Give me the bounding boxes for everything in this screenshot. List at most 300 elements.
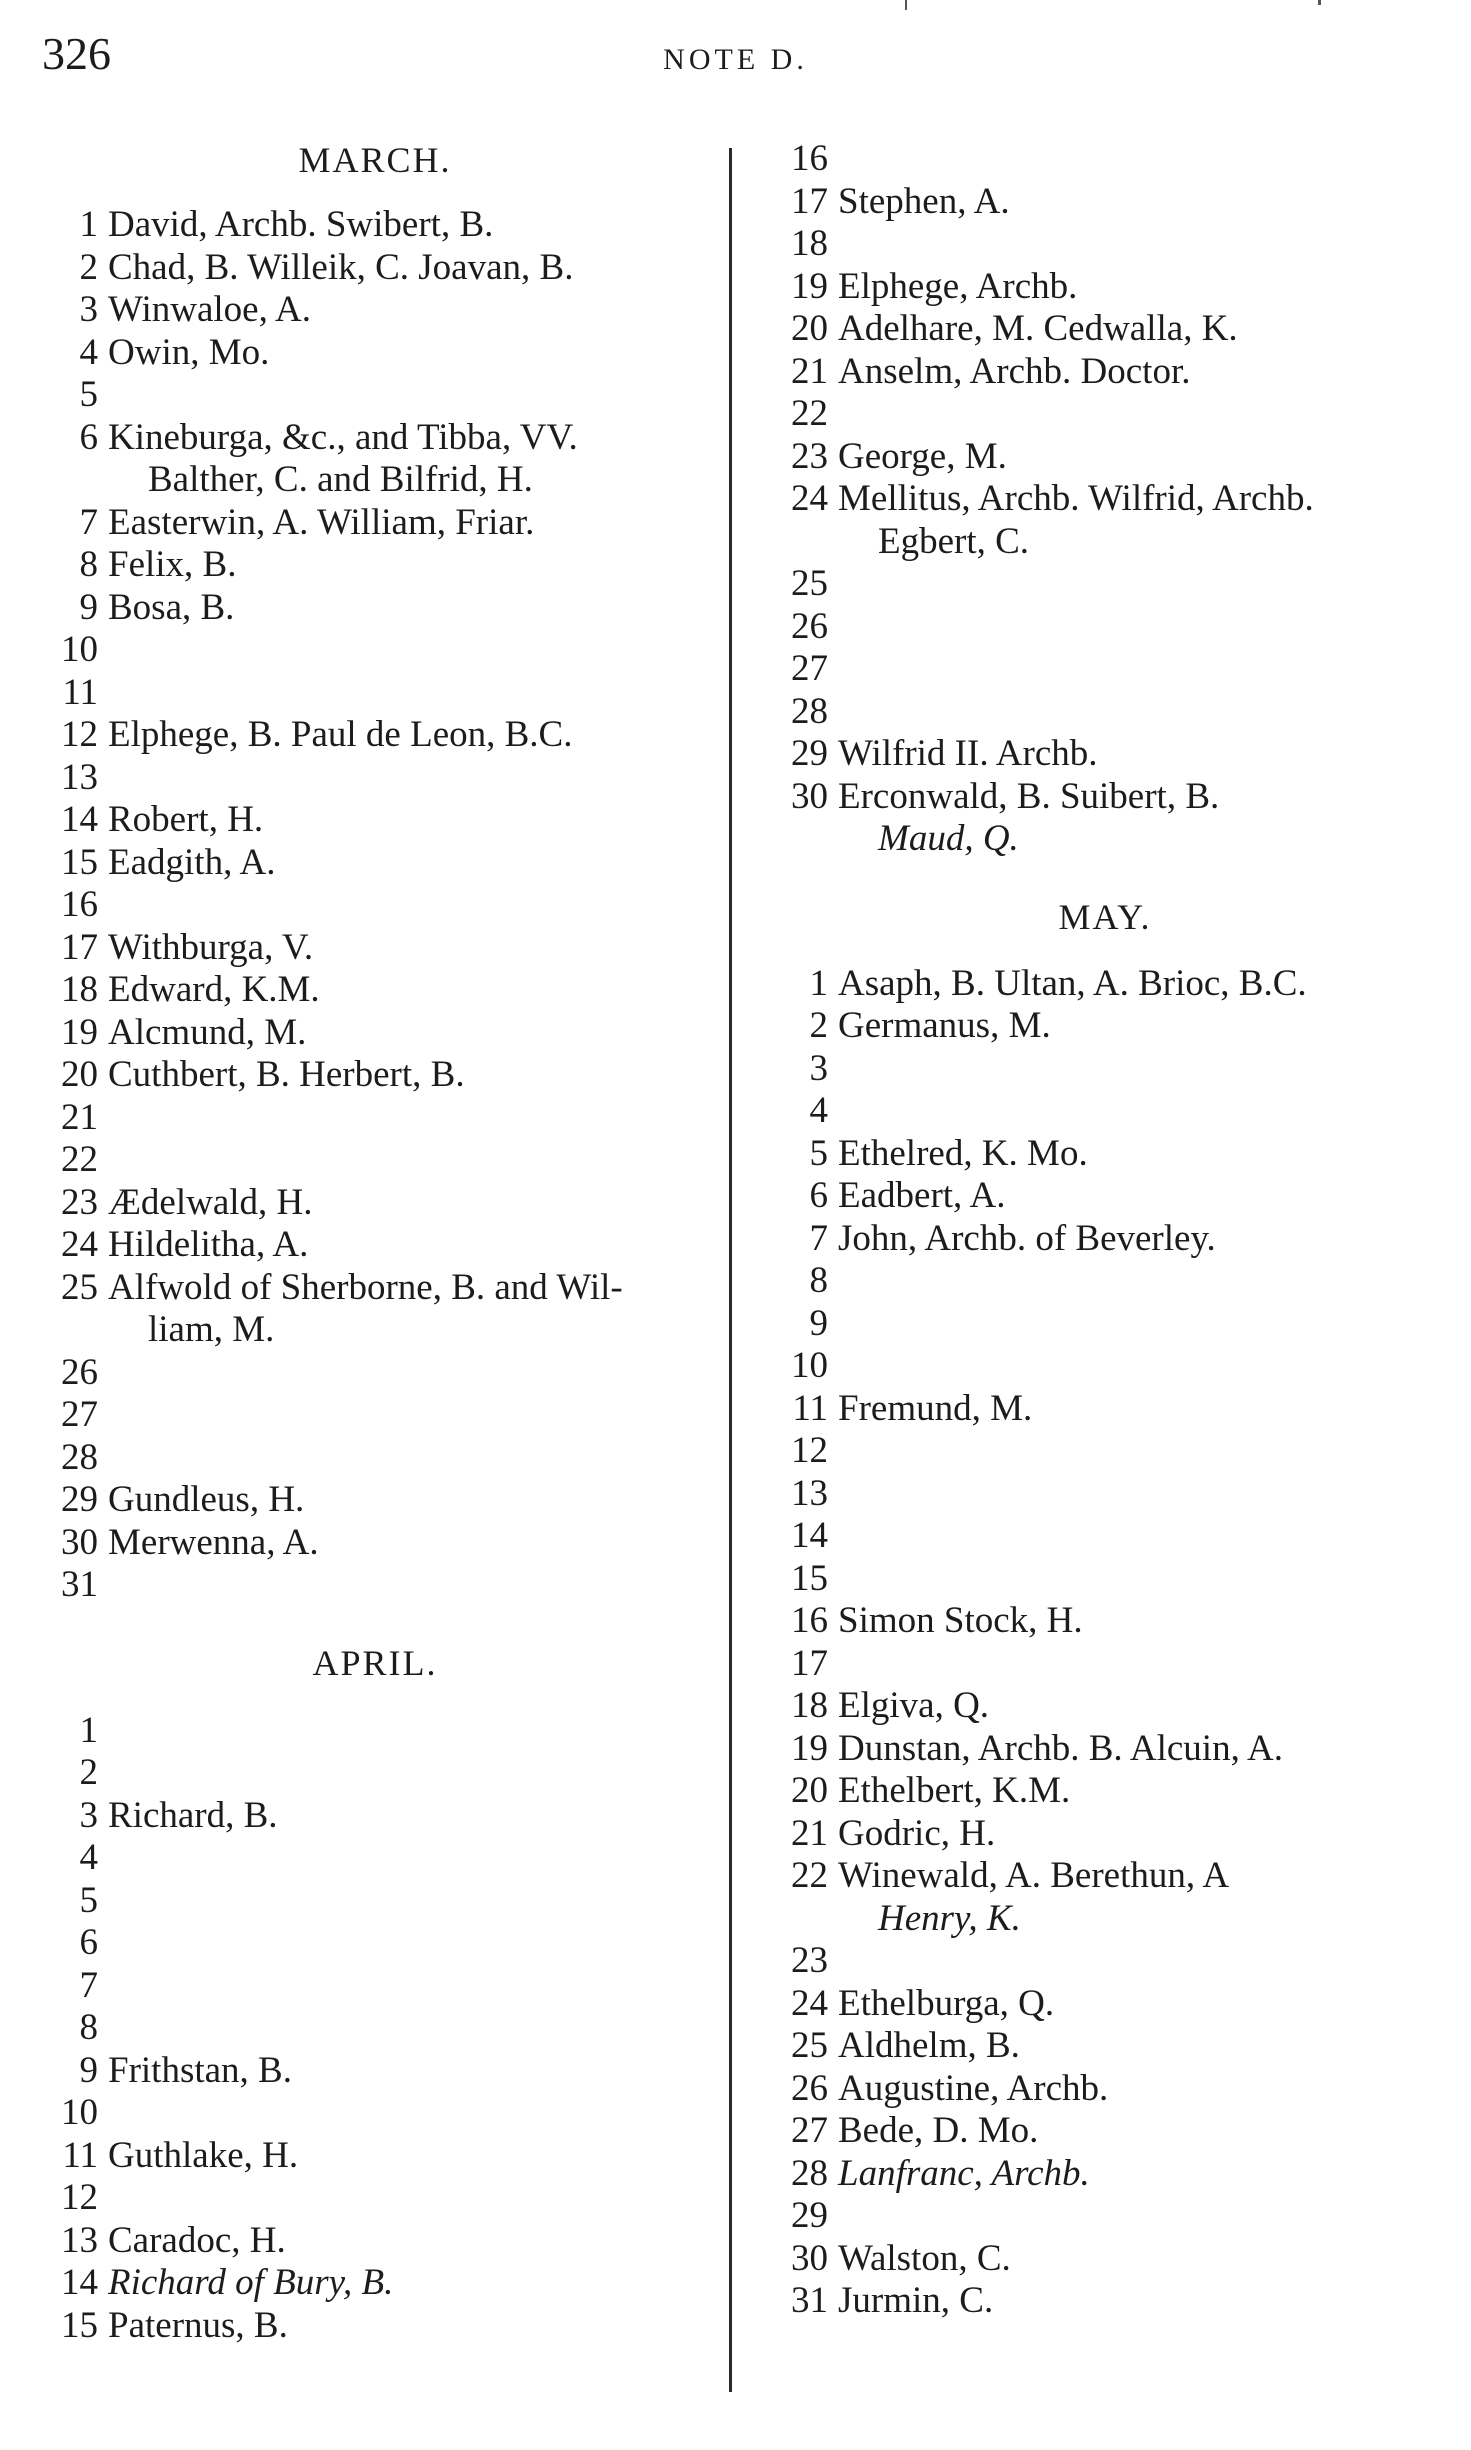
calendar-entry	[30, 2220, 720, 2263]
day-number: 5	[79, 1879, 98, 1921]
day-number: 10	[61, 2092, 98, 2133]
running-head: NOTE D.	[663, 43, 808, 76]
day-number: 4	[79, 331, 98, 373]
day-number: 24	[61, 1224, 98, 1265]
saint-names: Frithstan, B.	[108, 2049, 292, 2091]
calendar-entry	[760, 266, 1450, 309]
calendar-entry	[760, 138, 1450, 181]
saint-names	[108, 1837, 720, 1880]
day-number: 2	[809, 1005, 828, 1046]
day-number: 26	[791, 2067, 828, 2109]
calendar-entry	[30, 1564, 720, 1607]
calendar-entry	[30, 332, 720, 375]
day-number: 28	[791, 690, 828, 732]
saint-names	[108, 884, 720, 927]
calendar-entry	[760, 1558, 1450, 1601]
day-number: 1	[79, 1709, 98, 1751]
calendar-entry	[760, 478, 1450, 521]
day-number: 18	[791, 1685, 828, 1726]
day-number: 16	[791, 138, 828, 179]
saint-names	[838, 563, 1450, 606]
saint-names: Felix, B.	[108, 544, 237, 585]
saint-names: Richard of Bury, B.	[108, 2262, 394, 2303]
day-number: 16	[61, 884, 98, 925]
calendar-entry	[760, 223, 1450, 266]
day-number: 11	[62, 671, 98, 713]
day-number	[30, 459, 108, 502]
day-number: 4	[79, 1837, 98, 1878]
day-number	[760, 818, 838, 861]
saint-names: Jurmin, C.	[838, 2280, 994, 2321]
calendar-entry	[30, 2177, 720, 2220]
saint-names	[838, 1473, 1450, 1516]
day-number: 28	[791, 2152, 828, 2194]
saint-names	[108, 629, 720, 672]
saint-names: liam, M.	[148, 1309, 275, 1350]
calendar-entry	[760, 1770, 1450, 1813]
calendar-entry	[760, 2238, 1450, 2281]
day-number: 9	[79, 2049, 98, 2091]
saint-names	[838, 606, 1450, 649]
calendar-entry-continuation	[30, 459, 720, 502]
saint-names	[838, 223, 1450, 266]
top-edge-mark	[1318, 0, 1321, 5]
saint-names: Henry, K.	[878, 1897, 1021, 1939]
saint-names: Ethelred, K. Mo.	[838, 1132, 1088, 1174]
day-number: 22	[791, 393, 828, 434]
calendar-entry	[760, 351, 1450, 394]
saint-names: Paternus, B.	[108, 2304, 288, 2346]
day-number: 20	[791, 1770, 828, 1811]
day-number: 22	[791, 1855, 828, 1896]
day-number: 5	[79, 374, 98, 415]
calendar-entry	[30, 1054, 720, 1097]
day-number	[760, 1898, 838, 1941]
saint-names: Robert, H.	[108, 799, 264, 840]
saint-names: Anselm, Archb. Doctor.	[838, 350, 1191, 392]
day-number: 13	[791, 1472, 828, 1514]
saint-names: Elphege, Archb.	[838, 265, 1078, 307]
saint-names	[838, 1558, 1450, 1601]
day-number: 29	[791, 733, 828, 774]
saint-names: Godric, H.	[838, 1812, 996, 1854]
saint-names: Ædelwald, H.	[108, 1181, 313, 1223]
calendar-entry	[760, 2280, 1450, 2323]
calendar-entry	[30, 672, 720, 715]
calendar-entry	[760, 2153, 1450, 2196]
saint-names: Easterwin, A. William, Friar.	[108, 501, 535, 543]
saint-names	[838, 1090, 1450, 1133]
saint-names: Dunstan, Archb. B. Alcuin, A.	[838, 1727, 1284, 1769]
calendar-entry	[30, 2135, 720, 2178]
saint-names: Hildelitha, A.	[108, 1224, 309, 1265]
calendar-entry	[30, 714, 720, 757]
day-number: 7	[809, 1217, 828, 1259]
calendar-entry	[760, 1175, 1450, 1218]
saint-names	[838, 1303, 1450, 1346]
saint-names: Maud, Q.	[878, 818, 1019, 859]
calendar-entry	[760, 1813, 1450, 1856]
calendar-entry	[760, 1260, 1450, 1303]
day-number: 8	[79, 2007, 98, 2048]
calendar-entry	[760, 1983, 1450, 2026]
calendar-entry	[30, 757, 720, 800]
saint-names: Germanus, M.	[838, 1005, 1051, 1046]
saint-names	[838, 393, 1450, 436]
day-number: 21	[791, 1812, 828, 1854]
calendar-entry	[30, 417, 720, 460]
march-entries	[30, 204, 720, 1607]
calendar-entry	[30, 1097, 720, 1140]
day-number: 25	[791, 563, 828, 604]
calendar-entry	[30, 1394, 720, 1437]
calendar-entry	[760, 1728, 1450, 1771]
calendar-entry	[30, 1139, 720, 1182]
saint-names	[108, 1564, 720, 1607]
day-number: 30	[61, 1521, 98, 1563]
saint-names: Adelhare, M. Cedwalla, K.	[838, 308, 1238, 349]
day-number: 27	[791, 2110, 828, 2151]
day-number: 3	[809, 1047, 828, 1089]
saint-names	[838, 1643, 1450, 1686]
calendar-entry	[760, 2025, 1450, 2068]
saint-names: Balther, C. and Bilfrid, H.	[148, 459, 533, 500]
saint-names: Wilfrid II. Archb.	[838, 733, 1098, 774]
day-number: 5	[809, 1132, 828, 1174]
left-column	[30, 138, 720, 2347]
day-number: 23	[61, 1181, 98, 1223]
day-number: 2	[79, 246, 98, 288]
saint-names: Richard, B.	[108, 1794, 278, 1836]
calendar-entry-continuation	[760, 818, 1450, 861]
day-number: 25	[791, 2025, 828, 2066]
day-number: 18	[61, 969, 98, 1010]
day-number: 8	[809, 1260, 828, 1301]
day-number: 3	[79, 289, 98, 330]
day-number: 3	[79, 1794, 98, 1836]
saint-names	[838, 1940, 1450, 1983]
day-number: 23	[791, 1940, 828, 1981]
saint-names	[838, 2195, 1450, 2238]
saint-names	[108, 1922, 720, 1965]
saint-names	[838, 691, 1450, 734]
day-number: 15	[791, 1557, 828, 1599]
day-number: 29	[61, 1479, 98, 1520]
calendar-entry	[30, 204, 720, 247]
saint-names: Erconwald, B. Suibert, B.	[838, 775, 1220, 817]
day-number: 30	[791, 775, 828, 817]
day-number: 25	[61, 1266, 98, 1308]
day-number: 17	[791, 1642, 828, 1684]
saint-names: Lanfranc, Archb.	[838, 2152, 1090, 2194]
calendar-entry	[30, 1965, 720, 2008]
day-number: 17	[61, 926, 98, 968]
day-number: 19	[61, 1011, 98, 1053]
day-number: 12	[61, 714, 98, 755]
day-number: 8	[79, 544, 98, 585]
saint-names	[838, 1430, 1450, 1473]
saint-names	[108, 1394, 720, 1437]
calendar-entry	[760, 1515, 1450, 1558]
calendar-entry	[760, 1473, 1450, 1516]
calendar-entry	[760, 2195, 1450, 2238]
calendar-entry	[760, 691, 1450, 734]
calendar-entry	[760, 1600, 1450, 1643]
saint-names: Eadbert, A.	[838, 1175, 1006, 1216]
calendar-entry	[30, 2305, 720, 2348]
calendar-entry	[760, 563, 1450, 606]
calendar-entry	[30, 1795, 720, 1838]
calendar-entry	[30, 1437, 720, 1480]
day-number: 15	[61, 2304, 98, 2346]
calendar-entry	[30, 1880, 720, 1923]
calendar-entry	[30, 799, 720, 842]
day-number: 6	[79, 416, 98, 458]
saint-names	[838, 138, 1450, 181]
saint-names: Aldhelm, B.	[838, 2025, 1020, 2066]
saint-names: Ethelbert, K.M.	[838, 1770, 1071, 1811]
calendar-entry	[30, 1182, 720, 1225]
calendar-entry	[30, 2050, 720, 2093]
saint-names: Elgiva, Q.	[838, 1685, 990, 1726]
calendar-entry	[30, 1922, 720, 1965]
day-number: 4	[809, 1090, 828, 1131]
saint-names: Egbert, C.	[878, 520, 1030, 562]
day-number: 13	[61, 756, 98, 798]
calendar-entry	[30, 2007, 720, 2050]
saint-names: Caradoc, H.	[108, 2219, 286, 2261]
saint-names: Mellitus, Archb. Wilfrid, Archb.	[838, 478, 1314, 519]
calendar-entry	[30, 927, 720, 970]
calendar-entry	[760, 308, 1450, 351]
day-number: 20	[791, 308, 828, 349]
day-number: 12	[791, 1430, 828, 1471]
saint-names	[108, 1097, 720, 1140]
saint-names	[108, 1139, 720, 1182]
day-number: 27	[791, 648, 828, 689]
calendar-entry	[30, 1267, 720, 1310]
calendar-entry	[760, 1048, 1450, 1091]
saint-names: Withburga, V.	[108, 926, 314, 968]
calendar-entry	[30, 247, 720, 290]
day-number: 29	[791, 2195, 828, 2236]
saint-names: Bosa, B.	[108, 586, 235, 628]
day-number: 23	[791, 435, 828, 477]
saint-names: Chad, B. Willeik, C. Joavan, B.	[108, 246, 574, 288]
day-number: 26	[61, 1351, 98, 1393]
saint-names	[108, 1880, 720, 1923]
day-number: 26	[791, 605, 828, 647]
calendar-entry	[760, 1685, 1450, 1728]
day-number: 6	[809, 1175, 828, 1216]
saint-names: Edward, K.M.	[108, 969, 320, 1010]
calendar-entry	[30, 1479, 720, 1522]
calendar-entry	[30, 629, 720, 672]
day-number: 14	[791, 1515, 828, 1556]
saint-names	[108, 672, 720, 715]
day-number: 6	[79, 1922, 98, 1963]
calendar-entry	[760, 1133, 1450, 1176]
saint-names: David, Archb. Swibert, B.	[108, 204, 494, 245]
calendar-entry	[760, 181, 1450, 224]
day-number: 1	[809, 962, 828, 1004]
day-number: 17	[791, 180, 828, 222]
calendar-entry	[760, 648, 1450, 691]
saint-names: George, M.	[838, 435, 1007, 477]
calendar-entry	[30, 1012, 720, 1055]
day-number: 11	[62, 2134, 98, 2176]
saint-names: Fremund, M.	[838, 1387, 1033, 1429]
calendar-entry	[30, 374, 720, 417]
saint-names	[108, 2007, 720, 2050]
saint-names	[108, 374, 720, 417]
day-number: 2	[79, 1752, 98, 1793]
saint-names: Winwaloe, A.	[108, 289, 311, 330]
saint-names: Winewald, A. Berethun, A	[838, 1855, 1230, 1896]
day-number: 20	[61, 1054, 98, 1095]
saint-names	[838, 1515, 1450, 1558]
day-number: 14	[61, 2262, 98, 2303]
saint-names: Merwenna, A.	[108, 1521, 319, 1563]
calendar-entry-continuation	[760, 1898, 1450, 1941]
saint-names: Kineburga, &c., and Tibba, VV.	[108, 416, 578, 458]
day-number: 21	[791, 350, 828, 392]
calendar-entry-continuation	[30, 1309, 720, 1352]
day-number: 15	[61, 841, 98, 883]
calendar-entry	[760, 606, 1450, 649]
saint-names: Ethelburga, Q.	[838, 1982, 1055, 2024]
saint-names: Eadgith, A.	[108, 841, 276, 883]
saint-names: Cuthbert, B. Herbert, B.	[108, 1054, 465, 1095]
calendar-entry	[760, 1218, 1450, 1261]
calendar-entry	[30, 2092, 720, 2135]
month-heading-march: MARCH.	[298, 140, 452, 180]
calendar-entry	[760, 393, 1450, 436]
calendar-entry	[760, 1388, 1450, 1431]
column-divider	[729, 148, 732, 2392]
day-number: 7	[79, 1964, 98, 2006]
calendar-entry	[760, 1430, 1450, 1473]
calendar-entry	[760, 436, 1450, 479]
saint-names	[108, 1752, 720, 1795]
calendar-entry	[760, 1855, 1450, 1898]
day-number: 31	[791, 2280, 828, 2321]
page-number: 326	[42, 28, 111, 79]
calendar-entry	[760, 2068, 1450, 2111]
day-number: 18	[791, 223, 828, 264]
day-number: 16	[791, 1600, 828, 1641]
may-entries	[760, 963, 1450, 2323]
calendar-entry	[30, 289, 720, 332]
saint-names: Augustine, Archb.	[838, 2067, 1109, 2109]
day-number	[760, 521, 838, 564]
day-number: 22	[61, 1139, 98, 1180]
calendar-entry	[30, 2262, 720, 2305]
month-heading-may: MAY.	[1058, 896, 1152, 937]
day-number	[30, 1309, 108, 1352]
calendar-entry	[30, 884, 720, 927]
day-number: 12	[61, 2177, 98, 2218]
day-number: 24	[791, 478, 828, 519]
day-number: 10	[61, 629, 98, 670]
calendar-entry	[30, 544, 720, 587]
saint-names	[838, 1345, 1450, 1388]
calendar-entry	[760, 1303, 1450, 1346]
calendar-entry	[30, 969, 720, 1012]
day-number: 7	[79, 501, 98, 543]
day-number: 19	[791, 265, 828, 307]
saint-names	[108, 1710, 720, 1753]
saint-names	[838, 1260, 1450, 1303]
april-entries	[30, 1710, 720, 2348]
top-edge-mark	[905, 0, 907, 10]
saint-names: Walston, C.	[838, 2237, 1011, 2279]
calendar-entry	[760, 1940, 1450, 1983]
saint-names	[838, 1048, 1450, 1091]
saint-names	[838, 648, 1450, 691]
saint-names: Owin, Mo.	[108, 331, 270, 373]
day-number: 27	[61, 1394, 98, 1435]
calendar-entry	[30, 1224, 720, 1267]
day-number: 10	[791, 1345, 828, 1386]
saint-names: Bede, D. Mo.	[838, 2110, 1039, 2151]
calendar-entry	[760, 1090, 1450, 1133]
saint-names: Guthlake, H.	[108, 2134, 299, 2176]
saint-names: Gundleus, H.	[108, 1479, 305, 1520]
calendar-entry	[30, 1837, 720, 1880]
saint-names: John, Archb. of Beverley.	[838, 1217, 1216, 1259]
calendar-entry	[760, 1005, 1450, 1048]
calendar-entry	[30, 1710, 720, 1753]
saint-names: Simon Stock, H.	[838, 1600, 1083, 1641]
calendar-entry	[30, 502, 720, 545]
calendar-entry-continuation	[760, 521, 1450, 564]
saint-names	[108, 757, 720, 800]
saint-names	[108, 2177, 720, 2220]
saint-names	[108, 2092, 720, 2135]
calendar-entry	[30, 1522, 720, 1565]
saint-names: Asaph, B. Ultan, A. Brioc, B.C.	[838, 962, 1307, 1004]
saint-names: Elphege, B. Paul de Leon, B.C.	[108, 714, 573, 755]
day-number: 11	[792, 1387, 828, 1429]
calendar-entry	[30, 1352, 720, 1395]
april-continued-entries	[760, 138, 1450, 861]
day-number: 1	[79, 204, 98, 245]
calendar-entry	[30, 1752, 720, 1795]
day-number: 19	[791, 1727, 828, 1769]
calendar-entry	[760, 1643, 1450, 1686]
day-number: 30	[791, 2237, 828, 2279]
calendar-entry	[760, 733, 1450, 776]
calendar-entry	[760, 963, 1450, 1006]
day-number: 14	[61, 799, 98, 840]
day-number: 13	[61, 2219, 98, 2261]
month-heading-april: APRIL.	[312, 1642, 438, 1683]
right-column	[760, 138, 1450, 2323]
saint-names	[108, 1352, 720, 1395]
calendar-entry	[30, 587, 720, 630]
saint-names	[108, 1965, 720, 2008]
saint-names	[108, 1437, 720, 1480]
calendar-entry	[760, 1345, 1450, 1388]
day-number: 21	[61, 1096, 98, 1138]
saint-names: Alcmund, M.	[108, 1011, 307, 1053]
calendar-entry	[30, 842, 720, 885]
day-number: 31	[61, 1564, 98, 1605]
calendar-entry	[760, 776, 1450, 819]
day-number: 9	[809, 1302, 828, 1344]
day-number: 28	[61, 1436, 98, 1478]
